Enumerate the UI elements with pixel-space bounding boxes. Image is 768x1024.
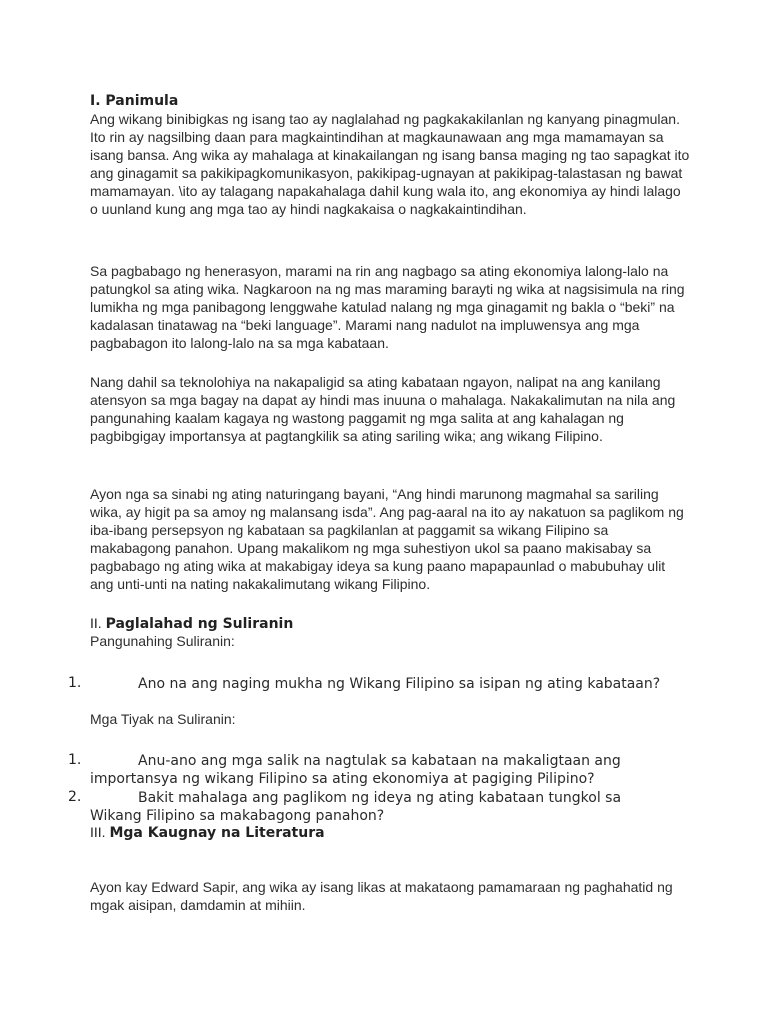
list-item-text: Bakit mahalaga ang paglikom ng ideya ng ating kabataan tungkol sa Wikang Filipino sa makabagong panahon? bbox=[90, 790, 622, 824]
paragraph-1: Ang wikang binibigkas ng isang tao ay naglalahad ng pagkakakilanlan ng kanyang pinagmulan. Ito rin ay nagsilbing daan para magkaintindihan at magkaunawaan ang mga mamamayan sa isang bansa. Ang wika ay mahalaga at kinakailangan ng isang bansa maging ng tao sapagkat ito ang ginagamit sa pakikipagkomunikasyon, pakikipag-ugnayan at pakikipag-talastasan ng bawat mamamayan. \ito ay talagang napakahalaga dahil kung wala ito, ang ekonomiya ay hindi lalago o uunland kung ang mga tao ay hindi nagkakaisa o nagkakaintindihan. bbox=[90, 111, 690, 217]
specific-problems-label: Mga Tiyak na Suliranin: bbox=[90, 711, 236, 727]
section-title-panimula: I. Panimula bbox=[90, 93, 179, 109]
paragraph-5: Ayon kay Edward Sapir, ang wika ay isang likas at makataong pamamaraan ng paghahatid ng mgak aisipan, damdamin at mihiin. bbox=[90, 879, 673, 913]
main-problem-label: Pangunahing Suliranin: bbox=[90, 633, 235, 649]
list-item-text: Ano na ang naging mukha ng Wikang Filipino sa isipan ng ating kabataan? bbox=[138, 676, 661, 692]
list-number: 1. bbox=[68, 675, 82, 691]
paragraph-3: Nang dahil sa teknolohiya na nakapaligid sa ating kabataan ngayon, nalipat na ang kanilang atensyon sa mga bagay na dapat ay hindi mas inuuna o mahalaga. Nakakalimutan na nila ang pangunahing kaalam kagaya ng wastong paggamit ng mga salita at ang kahalagan ng pagbibgigay importansya at pagtangkilik sa ating sariling wika; ang wikang Filipino. bbox=[90, 374, 676, 444]
section-title-literatura bbox=[90, 824, 325, 841]
section-number: III. bbox=[90, 824, 110, 840]
list-item-text: Anu-ano ang mga salik na nagtulak sa kabataan na makaligtaan ang importansya ng wikang Filipino sa ating ekonomiya at pagiging Pilipino? bbox=[90, 753, 621, 787]
section-heading: Paglalahad ng Suliranin bbox=[105, 616, 294, 632]
list-item bbox=[90, 675, 670, 693]
list-number: 2. bbox=[68, 789, 82, 805]
list-item bbox=[90, 752, 670, 788]
list-number: 1. bbox=[68, 752, 82, 768]
paragraph-2: Sa pagbabago ng henerasyon, marami na rin ang nagbago sa ating ekonomiya lalong-lalo na patungkol sa ating wika. Nagkaroon na ng mas maraming barayti ng wika at nagsisimula na ring lumikha ng mga panibagong lenggwahe katulad nalang ng mga ginagamit ng bakla o “beki” na kadalasan tinatawag na “beki language”. Marami nang nadulot na impluwensya ang mga pagbabagon ito lalong-lalo na sa mga kabataan. bbox=[90, 263, 685, 351]
paragraph-4: Ayon nga sa sinabi ng ating naturingang bayani, “Ang hindi marunong magmahal sa sariling wika, ay higit pa sa amoy ng malansang isda”. Ang pag-aaral na ito ay nakatuon sa paglikom ng iba-ibang persepsyon ng kabataan sa pagkilanlan at paggamit sa wikang Filipino sa makabagong panahon. Upang makalikom ng mga suhestiyon ukol sa paano makisabay sa pagbabago ng ating wika at makabigay ideya sa kung paano mapapaunlad o mabubuhay ulit ang unti-unti na nating nakakalimutang wikang Filipino. bbox=[90, 486, 684, 592]
section-heading: Mga Kaugnay na Literatura bbox=[109, 825, 325, 841]
list-item bbox=[90, 789, 670, 825]
section-title-suliranin bbox=[90, 615, 293, 632]
section-number: II. bbox=[90, 615, 106, 631]
